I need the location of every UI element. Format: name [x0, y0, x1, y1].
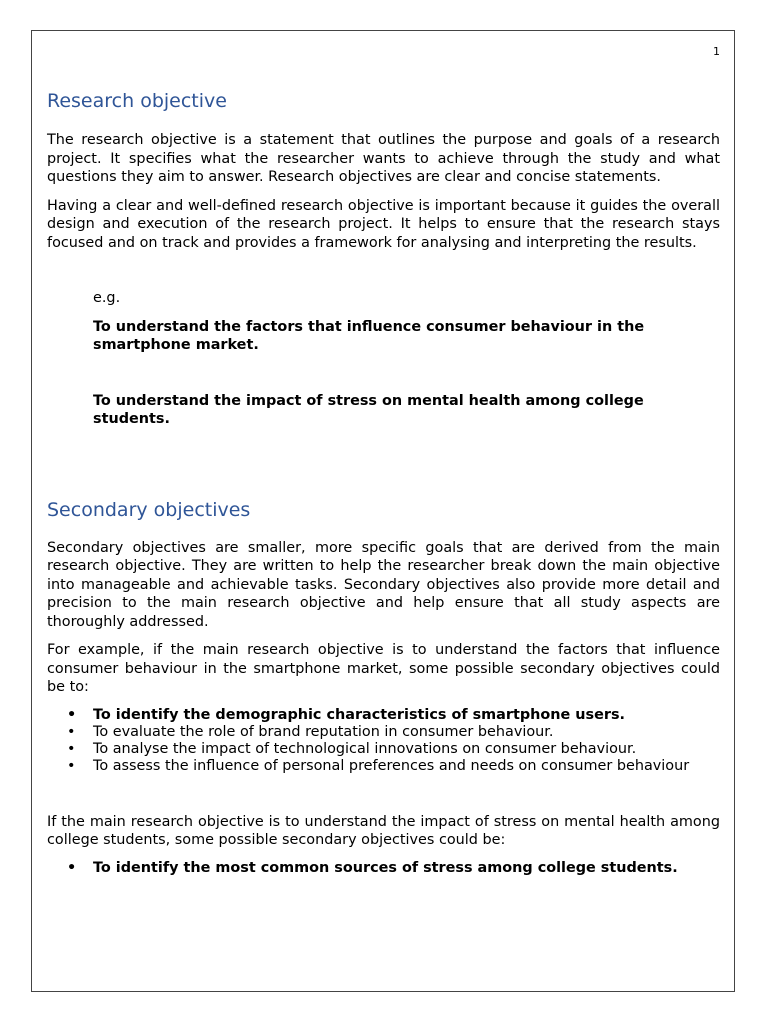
bullet-icon: •	[67, 859, 77, 876]
paragraph-research-objective-definition: The research objective is a statement that outlines the purpose and goals of a research project. It specifies what the researcher wants to achieve through the study and what questions they aim to answer. Research objectives are clear and concise statements.	[47, 132, 720, 185]
secondary-objectives-list-2	[47, 860, 720, 877]
list-item	[47, 741, 720, 758]
heading-secondary-objectives: Secondary objectives	[47, 498, 251, 521]
page-number: 1	[713, 45, 720, 58]
bullet-icon: •	[67, 723, 76, 740]
secondary-objectives-list-1	[47, 707, 720, 775]
example-objective-2: To understand the impact of stress on mental health among college students.	[93, 392, 644, 427]
list-item	[47, 860, 720, 877]
list-item	[47, 758, 720, 775]
page-content	[47, 88, 720, 877]
bullet-icon: •	[67, 706, 77, 723]
paragraph-stress-example-intro: If the main research objective is to understand the impact of stress on mental health among college students, some possible secondary objectives could be:	[47, 813, 720, 848]
bullet-icon: •	[67, 740, 76, 757]
eg-label: e.g.	[93, 290, 121, 306]
list-item-text: To analyse the impact of technological innovations on consumer behaviour.	[93, 740, 637, 757]
paragraph-secondary-definition: Secondary objectives are smaller, more specific goals that are derived from the main research objective. They are written to help the researcher break down the main objective into manageable and achievable tasks. Secondary objectives also provide more detail and precision to the main research objective and help ensure that all study aspects are thoroughly addressed.	[47, 539, 720, 630]
paragraph-secondary-example-intro: For example, if the main research objective is to understand the factors that influence consumer behaviour in the smartphone market, some possible secondary objectives could be to:	[47, 642, 720, 695]
heading-research-objective: Research objective	[47, 90, 227, 112]
list-item-text: To identify the most common sources of stress among college students.	[93, 859, 678, 876]
list-item-text: To identify the demographic characteristics of smartphone users.	[93, 706, 625, 723]
list-item-text: To evaluate the role of brand reputation in consumer behaviour.	[93, 723, 554, 740]
list-item	[47, 724, 720, 741]
document-page	[31, 30, 735, 992]
bullet-icon: •	[67, 757, 76, 774]
example-objective-1: To understand the factors that influence consumer behaviour in the smartphone market.	[93, 318, 645, 353]
paragraph-research-objective-importance: Having a clear and well-defined research objective is important because it guides the overall design and execution of the research project. It helps to ensure that the research stays focused and on track and provides a framework for analysing and interpreting the results.	[47, 197, 720, 251]
list-item-text: To assess the influence of personal preferences and needs on consumer behaviour	[93, 757, 690, 774]
list-item	[47, 707, 720, 724]
